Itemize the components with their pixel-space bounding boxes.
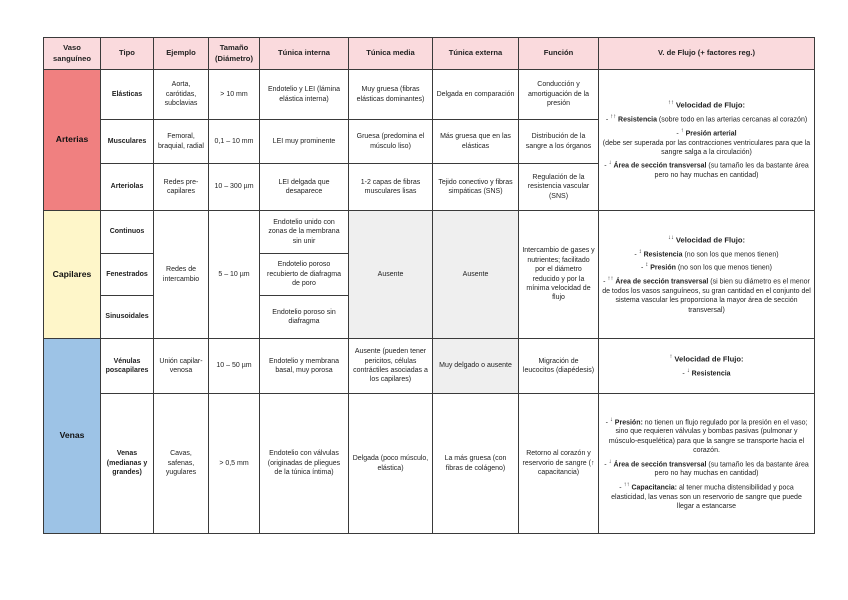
flow-label: Área de sección transversal	[613, 460, 707, 468]
flow-text: (su tamaño les da bastante área pero no hay muchas en cantidad)	[654, 460, 809, 478]
media-cell: Muy gruesa (fibras elásticas dominantes)	[349, 70, 433, 120]
flow-label: Área de sección transversal	[615, 278, 709, 286]
flujo-venas-top: ↑ Velocidad de Flujo: - ↓ Resistencia	[599, 339, 815, 394]
header-externa: Túnica externa	[433, 38, 519, 70]
header-tipo: Tipo	[101, 38, 154, 70]
ejemplo-cell: Femoral, braquial, radial	[154, 120, 209, 164]
interna-cell: Endotelio unido con zonas de la membrana sin unir	[260, 211, 349, 254]
tipo-cell: Fenestrados	[101, 254, 154, 296]
ejemplo-cell: Redes de intercambio	[154, 211, 209, 339]
interna-cell: Endotelio con válvulas (originadas de pliegues de la túnica íntima)	[260, 394, 349, 534]
flow-title: Velocidad de Flujo:	[674, 354, 744, 364]
arrow-up-icon: ↑	[669, 354, 673, 361]
arrow-down-icon: ↓↓	[667, 234, 674, 241]
header-media: Túnica media	[349, 38, 433, 70]
flow-text: (debe ser superada por las contracciones ventriculares para que la sangre salga a la circulación)	[602, 139, 811, 157]
flow-text: (si bien su diámetro es el menor de todos los vasos sanguíneos, su gran cantidad en el conjunto del sistema vascular les proporciona la mayor área de sección transversal)	[602, 278, 811, 314]
externa-cell: Más gruesa que en las elásticas	[433, 120, 519, 164]
group-capilares: Capilares	[44, 211, 101, 339]
flow-label: Resistencia	[618, 116, 657, 124]
flow-text: al tener mucha distensibilidad y poca elasticidad, las venas son un reservorio de sangre que puede llegar a estancarse	[611, 484, 802, 511]
externa-cell: Tejido conectivo y fibras simpáticas (SNS)	[433, 164, 519, 211]
media-cell: Ausente (pueden tener pericitos, células contráctiles asociadas a los capilares)	[349, 339, 433, 394]
flow-text: (su tamaño les da bastante área pero no hay muchas en cantidad)	[654, 162, 809, 180]
header-interna: Túnica interna	[260, 38, 349, 70]
tipo-cell: Musculares	[101, 120, 154, 164]
externa-cell: Ausente	[433, 211, 519, 339]
flujo-arterias: ↑↑ Velocidad de Flujo: - ↑↑ Resistencia (sobre todo en las arterias cercanas al corazón) - ↑ Presión arterial (debe ser superada por las contracciones ventriculares para que la sangre salga a la circulación) - ↓ Área de sección transversal (su tamaño les da bastante área pero no hay muchas en cantidad)	[599, 70, 815, 211]
interna-cell: Endotelio y LEI (lámina elástica interna)	[260, 70, 349, 120]
interna-cell: Endotelio y membrana basal, muy porosa	[260, 339, 349, 394]
flow-label: Presión	[650, 264, 676, 272]
interna-cell: Endotelio poroso sin diafragma	[260, 296, 349, 339]
tamano-cell: 5 – 10 µm	[209, 211, 260, 339]
funcion-cell: Regulación de la resistencia vascular (SNS)	[519, 164, 599, 211]
arrow-down-icon: ↓	[609, 416, 613, 423]
externa-cell: La más gruesa (con fibras de colágeno)	[433, 394, 519, 534]
tipo-cell: Vénulas poscapilares	[101, 339, 154, 394]
arrow-down-icon: ↓	[608, 458, 612, 465]
arrow-updown-icon: ↕	[645, 262, 649, 269]
table-row	[44, 211, 815, 254]
tamano-cell: 10 – 50 µm	[209, 339, 260, 394]
arrow-up-icon: ↑↑	[607, 276, 614, 283]
tamano-cell: > 0,5 mm	[209, 394, 260, 534]
flow-text: (no son los que menos tienen)	[684, 250, 779, 258]
media-cell: 1-2 capas de fibras musculares lisas	[349, 164, 433, 211]
funcion-cell: Retorno al corazón y reservorio de sangre (↑ capacitancia)	[519, 394, 599, 534]
flow-label: Capacitancia:	[631, 484, 677, 492]
interna-cell: LEI delgada que desaparece	[260, 164, 349, 211]
tamano-cell: 0,1 – 10 mm	[209, 120, 260, 164]
tamano-cell: 10 – 300 µm	[209, 164, 260, 211]
arrow-up-icon: ↑↑	[610, 114, 617, 121]
flow-text: no tienen un flujo regulado por la presión en el vaso; sino que requieren válvulas y bombas pasivas (pulmonar y músculo-esquelética) para que la sangre se transporte hacia el corazón.	[608, 418, 808, 455]
flow-label: Área de sección transversal	[613, 162, 707, 170]
flow-label: Presión arterial	[685, 130, 737, 138]
header-tamano: Tamaño (Diámetro)	[209, 38, 260, 70]
group-arterias: Arterias	[44, 70, 101, 211]
blood-vessels-table	[43, 37, 815, 534]
arrow-up-icon: ↑	[680, 127, 684, 134]
tipo-cell: Continuos	[101, 211, 154, 254]
ejemplo-cell: Unión capilar-venosa	[154, 339, 209, 394]
ejemplo-cell: Cavas, safenas, yugulares	[154, 394, 209, 534]
table-row	[44, 70, 815, 120]
flow-text: (no son los que menos tienen)	[677, 264, 773, 272]
media-cell: Delgada (poco músculo, elástica)	[349, 394, 433, 534]
header-row	[44, 38, 815, 70]
flow-label: Resistencia	[691, 370, 731, 378]
flow-title: Velocidad de Flujo:	[675, 100, 746, 110]
tamano-cell: > 10 mm	[209, 70, 260, 120]
arrow-updown-icon: ↕	[638, 248, 642, 255]
flow-text: (sobre todo en las arterias cercanas al corazón)	[658, 116, 808, 124]
arrow-up-icon: ↑↑	[623, 481, 630, 488]
tipo-cell: Elásticas	[101, 70, 154, 120]
flujo-capilares: ↓↓ Velocidad de Flujo: - ↕ Resistencia (no son los que menos tienen) - ↕ Presión (no son los que menos tienen) - ↑↑ Área de sección transversal (si bien su diámetro es el menor de todos los vasos sanguíneos, su gran cantidad en el conjunto del sistema vascular les proporciona la mayor área de sección transversal)	[599, 211, 815, 339]
media-cell: Ausente	[349, 211, 433, 339]
media-cell: Gruesa (predomina el músculo liso)	[349, 120, 433, 164]
interna-cell: LEI muy prominente	[260, 120, 349, 164]
funcion-cell: Conducción y amortiguación de la presión	[519, 70, 599, 120]
arrow-down-icon: ↓	[686, 368, 690, 374]
interna-cell: Endotelio poroso recubierto de diafragma de poro	[260, 254, 349, 296]
group-venas: Venas	[44, 339, 101, 534]
arrow-up-icon: ↑↑	[667, 100, 674, 107]
tipo-cell: Venas (medianas y grandes)	[101, 394, 154, 534]
funcion-cell: Distribución de la sangre a los órganos	[519, 120, 599, 164]
table-row	[44, 394, 815, 534]
funcion-cell: Migración de leucocitos (diapédesis)	[519, 339, 599, 394]
header-vaso: Vaso sanguíneo	[44, 38, 101, 70]
header-ejemplo: Ejemplo	[154, 38, 209, 70]
table-row	[44, 339, 815, 394]
ejemplo-cell: Redes pre-capilares	[154, 164, 209, 211]
arrow-down-icon: ↓	[608, 160, 612, 167]
header-flujo: V. de Flujo (+ factores reg.)	[599, 38, 815, 70]
ejemplo-cell: Aorta, carótidas, subclavias	[154, 70, 209, 120]
funcion-cell: Intercambio de gases y nutrientes; facilitado por el diámetro reducido y por la mínima velocidad de flujo	[519, 211, 599, 339]
externa-cell: Muy delgado o ausente	[433, 339, 519, 394]
flow-label: Resistencia	[643, 250, 683, 258]
tipo-cell: Sinusoidales	[101, 296, 154, 339]
flujo-venas-bottom: - ↓ Presión: no tienen un flujo regulado por la presión en el vaso; sino que requieren válvulas y bombas pasivas (pulmonar y músculo-esquelética) para que la sangre se transporte hacia el corazón. - ↓ Área de sección transversal (su tamaño les da bastante área pero no hay muchas en cantidad) - ↑↑ Capacitancia: al tener mucha distensibilidad y poca elasticidad, las venas son un reservorio de sangre que puede llegar a estancarse	[599, 394, 815, 534]
flow-label: Presión:	[614, 418, 643, 426]
externa-cell: Delgada en comparación	[433, 70, 519, 120]
flow-title: Velocidad de Flujo:	[675, 235, 746, 245]
tipo-cell: Arteriolas	[101, 164, 154, 211]
header-funcion: Función	[519, 38, 599, 70]
